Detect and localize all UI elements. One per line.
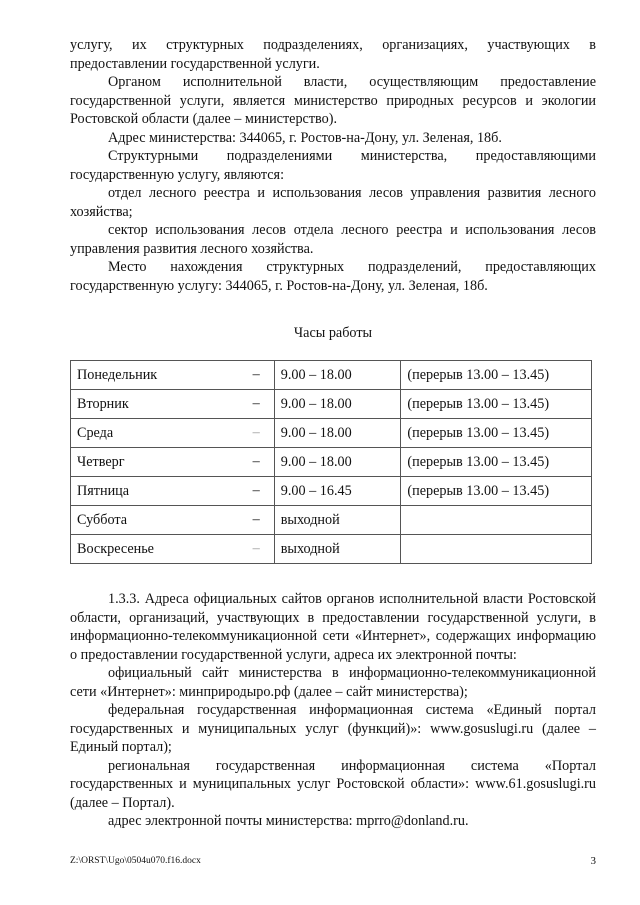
- intro-paragraph-6: сектор использования лесов отдела лесного реестра и использования лесов управления развития лесного хозяйства.: [70, 222, 596, 257]
- table-row: [71, 448, 592, 477]
- day-cell: [71, 448, 275, 477]
- day-cell: [71, 361, 275, 390]
- section-paragraph-3: федеральная государственная информационная система «Единый портал государственных и муниципальных услуг (функций)»: www.gosuslugi.ru (далее – Единый портал);: [70, 702, 596, 755]
- table-row: [71, 477, 592, 506]
- section-paragraph-4: региональная государственная информационная система «Портал государственных и муниципальных услуг Ростовской области»: www.61.gosuslugi.ru (далее – Портал).: [70, 757, 596, 811]
- intro-paragraph-2: Органом исполнительной власти, осуществляющим предоставление государственной услуги, является министерство природных ресурсов и экологии Ростовской области (далее – министерство).: [70, 74, 596, 127]
- day-cell: [71, 535, 275, 564]
- page-number: 3: [590, 855, 596, 867]
- break-cell: [401, 506, 592, 535]
- time-cell: выходной: [274, 506, 401, 535]
- break-cell: (перерыв 13.00 – 13.45): [401, 477, 592, 506]
- dash-separator: –: [252, 366, 260, 383]
- section-paragraph-5: адрес электронной почты министерства: mprro@donland.ru.: [108, 813, 469, 829]
- table-row: [71, 361, 592, 390]
- break-cell: (перерыв 13.00 – 13.45): [401, 361, 592, 390]
- time-cell: 9.00 – 16.45: [274, 477, 401, 506]
- day-cell: [71, 506, 275, 535]
- dash-separator: –: [252, 511, 260, 528]
- break-cell: (перерыв 13.00 – 13.45): [401, 448, 592, 477]
- dash-separator: –: [252, 482, 260, 499]
- intro-paragraph-3: Адрес министерства: 344065, г. Ростов-на-Дону, ул. Зеленая, 18б.: [108, 129, 502, 146]
- dash-separator: –: [252, 424, 260, 441]
- dash-separator: –: [252, 540, 260, 557]
- intro-paragraph-5: отдел лесного реестра и использования лесов управления развития лесного хозяйства;: [70, 185, 596, 220]
- document-body: [70, 36, 596, 831]
- dash-separator: –: [252, 395, 260, 412]
- break-cell: [401, 535, 592, 564]
- table-row: [71, 535, 592, 564]
- day-label: Пятница: [77, 482, 130, 499]
- day-cell: [71, 419, 275, 448]
- day-label: Вторник: [77, 395, 129, 412]
- day-cell: [71, 390, 275, 419]
- day-label: Суббота: [77, 511, 128, 528]
- time-cell: выходной: [274, 535, 401, 564]
- table-row: [71, 506, 592, 535]
- table-row: [71, 419, 592, 448]
- day-cell: [71, 477, 275, 506]
- break-cell: (перерыв 13.00 – 13.45): [401, 419, 592, 448]
- intro-paragraph-7: Место нахождения структурных подразделений, предоставляющих государственную услугу: 344065, г. Ростов-на-Дону, ул. Зеленая, 18б.: [70, 259, 596, 294]
- time-cell: 9.00 – 18.00: [274, 390, 401, 419]
- dash-separator: –: [252, 453, 260, 470]
- file-path: Z:\ORST\Ugo\0504u070.f16.docx: [70, 856, 201, 866]
- section-paragraph-2: официальный сайт министерства в информационно-телекоммуникационной сети «Интернет»: минприродыро.рф (далее – сайт министерства);: [70, 665, 596, 700]
- day-label: Понедельник: [77, 366, 158, 383]
- day-label: Воскресенье: [77, 540, 154, 557]
- time-cell: 9.00 – 18.00: [274, 361, 401, 390]
- table-row: [71, 390, 592, 419]
- websites-section: [70, 590, 596, 831]
- time-cell: 9.00 – 18.00: [274, 419, 401, 448]
- intro-paragraph-4: Структурными подразделениями министерства, предоставляющими государственную услугу, являются:: [70, 148, 596, 183]
- day-label: Четверг: [77, 453, 125, 470]
- break-cell: (перерыв 13.00 – 13.45): [401, 390, 592, 419]
- section-paragraph-1: 1.3.3. Адреса официальных сайтов органов исполнительной власти Ростовской области, организаций, участвующих в предоставлении государственной услуги, в информационно-телекоммуникационной сети «Интернет», содержащих информацию о предоставлении государственной услуги, адреса их электронной почты:: [70, 591, 596, 663]
- intro-paragraph-1: услугу, их структурных подразделениях, организациях, участвующих в предоставлении государственной услуги.: [70, 37, 596, 72]
- time-cell: 9.00 – 18.00: [274, 448, 401, 477]
- working-hours-table: [70, 360, 592, 564]
- hours-title: Часы работы: [293, 325, 373, 341]
- day-label: Среда: [77, 424, 114, 441]
